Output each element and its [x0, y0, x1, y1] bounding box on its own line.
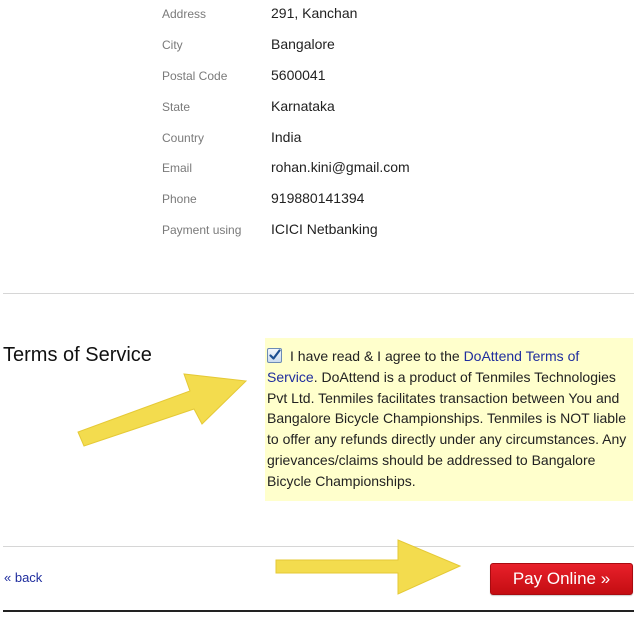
pay-online-button[interactable]: Pay Online »: [490, 563, 633, 595]
detail-value: India: [271, 129, 302, 145]
terms-checkbox[interactable]: [267, 348, 282, 363]
detail-row-postal-code: [0, 62, 643, 93]
detail-label: Postal Code: [162, 69, 228, 83]
detail-label: City: [162, 38, 183, 52]
detail-value: 291, Kanchan: [271, 5, 358, 21]
footer-divider: [3, 610, 634, 612]
detail-row-payment-method: [0, 216, 643, 247]
detail-value: Karnataka: [271, 98, 335, 114]
detail-value: rohan.kini@gmail.com: [271, 159, 410, 175]
terms-text: [267, 346, 629, 492]
terms-text-intro: I have read & I agree to the: [290, 348, 464, 364]
terms-of-service-link[interactable]: DoAttend Terms of Service: [267, 348, 580, 385]
checkbox-checked-icon: [269, 349, 281, 361]
terms-heading: Terms of Service: [3, 344, 152, 366]
terms-text-body: . DoAttend is a product of Tenmiles Technologies Pvt Ltd. Tenmiles facilitates transaction between You and Bangalore Bicycle Championships. Tenmiles is NOT liable to offer any refunds directly under any circumstances. Any grievances/claims should be addressed to Bangalore Bicycle Championships.: [267, 368, 627, 489]
detail-row-city: [0, 31, 643, 62]
detail-label: Phone: [162, 192, 197, 206]
detail-label: Country: [162, 131, 205, 145]
detail-label: State: [162, 100, 191, 114]
detail-value: ICICI Netbanking: [271, 221, 378, 237]
detail-value: Bangalore: [271, 36, 335, 52]
detail-label: Address: [162, 7, 207, 21]
arrow-icon: [274, 538, 464, 596]
back-link[interactable]: « back: [4, 570, 43, 585]
detail-row-address: [0, 0, 643, 31]
detail-label: Email: [162, 161, 193, 175]
detail-value: 919880141394: [271, 190, 365, 206]
detail-row-email: [0, 154, 643, 185]
arrow-icon: [74, 370, 254, 450]
detail-label: Payment using: [162, 223, 242, 237]
detail-row-country: [0, 124, 643, 155]
detail-value: 5600041: [271, 67, 326, 83]
detail-row-state: [0, 93, 643, 124]
terms-box: [265, 338, 633, 501]
detail-row-phone: [0, 185, 643, 216]
section-divider: [3, 293, 634, 294]
